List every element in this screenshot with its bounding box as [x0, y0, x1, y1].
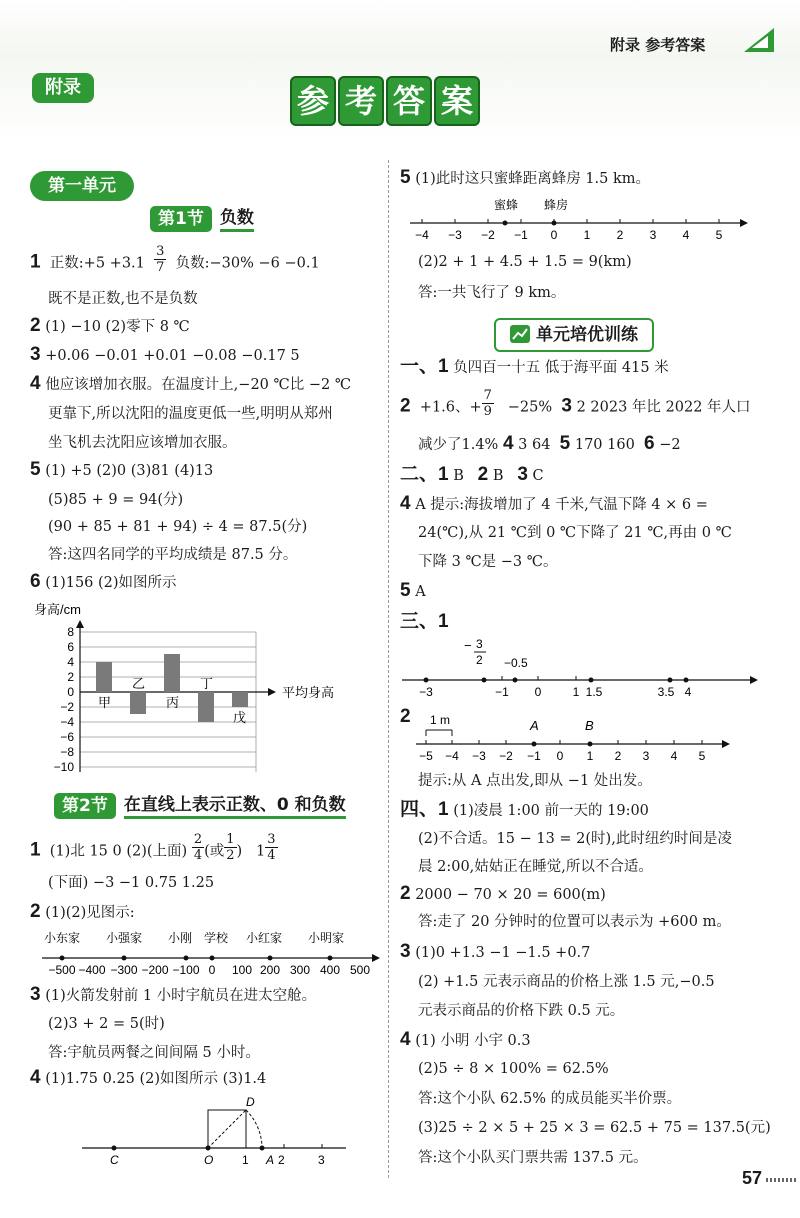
svg-text:−3: −3	[472, 749, 486, 763]
svg-text:−1: −1	[495, 685, 509, 699]
svg-text:−2: −2	[499, 749, 513, 763]
bar-label: 戊	[233, 710, 247, 725]
y-tick: 6	[67, 640, 74, 654]
avg-label: 平均身高	[282, 685, 335, 700]
svg-text:−2: −2	[481, 228, 495, 242]
svg-text:−0.5: −0.5	[504, 656, 528, 670]
s2-answer-2: 2 (1)(2)见图示:	[30, 901, 135, 922]
svg-text:1 m: 1 m	[430, 713, 451, 727]
svg-text:学校: 学校	[204, 931, 229, 945]
answer-l2: 2 (1) −10 (2)零下 8 ℃	[30, 315, 190, 336]
r-part2-1: 二、1 B 2 B 3 C	[400, 464, 544, 485]
answer-text: 答:这个小队买门票共需 137.5 元。	[418, 1150, 648, 1166]
svg-text:−1: −1	[514, 228, 528, 242]
svg-text:蜜蜂: 蜜蜂	[494, 198, 519, 212]
title-char: 参	[290, 76, 336, 126]
y-tick: −4	[60, 715, 74, 729]
svg-text:小红家: 小红家	[246, 931, 283, 945]
svg-text:1.5: 1.5	[585, 685, 603, 699]
svg-text:−4: −4	[445, 749, 459, 763]
svg-text:400: 400	[319, 963, 341, 977]
svg-text:−500: −500	[48, 963, 76, 977]
svg-text:500: 500	[349, 963, 371, 977]
svg-text:0: 0	[534, 685, 542, 699]
answer-text: (下面) −3 −1 0.75 1.25	[48, 875, 215, 891]
svg-text:300: 300	[289, 963, 311, 977]
bar-label: 丁	[200, 676, 214, 691]
title-char: 考	[338, 76, 384, 126]
y-tick: −10	[53, 760, 74, 774]
answer-text: 答:这四名同学的平均成绩是 87.5 分。	[48, 547, 298, 563]
s2-answer-3: 3 (1)火箭发射前 1 小时宇航员在进太空舱。	[30, 984, 317, 1005]
answer-text: 负数:−30% −6 −0.1	[175, 255, 320, 272]
answer-text: 更靠下,所以沈阳的温度更低一些,明明从郑州	[48, 406, 333, 422]
unit-badge: 第一单元	[30, 171, 134, 201]
appendix-badge: 附录	[32, 73, 94, 103]
svg-text:−1: −1	[527, 749, 541, 763]
section-title: 单元培优训练	[535, 325, 638, 345]
section-1-heading	[150, 206, 254, 232]
svg-text:2: 2	[278, 1153, 285, 1167]
answer-text: (2)3 + 2 = 5(时)	[48, 1016, 165, 1032]
svg-text:C: C	[110, 1153, 119, 1167]
section-title: 在直线上表示正数、0 和负数	[124, 794, 346, 819]
column-divider	[388, 160, 389, 1178]
number-line-part3-1	[396, 634, 760, 704]
answer-text: (2)5 ÷ 8 × 100% = 62.5%	[418, 1061, 609, 1077]
svg-text:小刚: 小刚	[168, 931, 193, 945]
answer-text: 正数:+5 +3.1	[49, 255, 145, 272]
answer-text: (2) +1.5 元表示商品的价格上涨 1.5 元,−0.5	[418, 974, 715, 990]
title-char: 答	[386, 76, 432, 126]
r-part3-1: 三、1	[400, 611, 449, 632]
y-tick: 2	[67, 670, 74, 684]
answer-l1	[30, 244, 320, 275]
bee-number-line	[404, 193, 750, 243]
svg-text:蜂房: 蜂房	[544, 198, 569, 212]
svg-text:−3: −3	[419, 685, 433, 699]
height-bar-chart	[30, 598, 380, 780]
number-line-part3-2	[410, 708, 750, 766]
triangle-ruler-icon	[742, 26, 776, 54]
r-answer-5: 5 (1)此时这只蜜蜂距离蜂房 1.5 km。	[400, 167, 651, 188]
svg-text:A: A	[530, 718, 539, 733]
answer-text: 下降 3 ℃是 −3 ℃。	[418, 554, 558, 570]
svg-text:−5: −5	[419, 749, 433, 763]
fraction: $\frac{3}{7}$	[156, 244, 165, 275]
answer-text: (5)85 + 9 = 94(分)	[48, 492, 184, 508]
section-tag: 第2节	[54, 793, 116, 819]
s2-answer-1: 1 (1)北 15 0 (2)(上面) $\frac{2}{4}$ (或 $\frac{1}{2}$ ) 1 $\frac{3}{4}$	[30, 832, 276, 863]
s2-answer-4: 4 (1)1.75 0.25 (2)如图所示 (3)1.4	[30, 1067, 267, 1088]
answer-text: (2)2 + 1 + 4.5 + 1.5 = 9(km)	[418, 254, 632, 270]
r-part1-1: 一、1 负四百一十五 低于海平面 415 米	[400, 356, 669, 377]
title-char: 案	[434, 76, 480, 126]
svg-text:1: 1	[583, 228, 591, 242]
svg-text:4: 4	[670, 749, 678, 763]
answer-l4: 4 他应该增加衣服。在温度计上,−20 ℃比 −2 ℃	[30, 373, 352, 394]
answer-text: (3)25 ÷ 2 × 5 + 25 × 3 = 62.5 + 75 = 137.5(元)	[418, 1120, 771, 1136]
svg-text:2: 2	[616, 228, 624, 242]
running-header: 附录 参考答案	[610, 36, 706, 54]
page-title	[290, 76, 482, 126]
svg-text:3: 3	[649, 228, 657, 242]
y-tick: −8	[60, 745, 74, 759]
answer-l6: 6 (1)156 (2)如图所示	[30, 571, 177, 592]
bar-label: 甲	[98, 695, 112, 710]
svg-text:−4: −4	[415, 228, 429, 242]
y-tick: 0	[67, 685, 74, 699]
svg-text:4: 4	[684, 685, 692, 699]
svg-text:O: O	[204, 1153, 214, 1167]
svg-text:1: 1	[586, 749, 594, 763]
svg-text:小东家: 小东家	[44, 931, 81, 945]
svg-text:A: A	[266, 1153, 275, 1167]
r-part2-4: 4 A 提示:海拔增加了 4 千米,气温下降 4 × 6 =	[400, 493, 708, 514]
svg-text:−200: −200	[141, 963, 169, 977]
bar-yi	[130, 692, 146, 714]
bar-ding	[198, 692, 214, 722]
unit-training-heading	[494, 318, 654, 352]
answer-l5: 5 (1) +5 (2)0 (3)81 (4)13	[30, 459, 214, 480]
svg-text:1: 1	[572, 685, 580, 699]
hint-text: 提示:从 A 点出发,即从 −1 处出发。	[418, 773, 652, 789]
answer-text: 元表示商品的价格下跌 0.5 元。	[418, 1003, 625, 1019]
answer-l3: 3 +0.06 −0.01 +0.01 −0.08 −0.17 5	[30, 344, 300, 365]
svg-text:2: 2	[614, 749, 622, 763]
answer-text: 24(℃),从 21 ℃到 0 ℃下降了 21 ℃,再由 0 ℃	[418, 525, 732, 541]
r-part1-2: 2 +1.6、+ $\frac{7}{9}$ −25% 3 2 2023 年比 2022 年人口	[400, 388, 751, 419]
bar-wu	[232, 692, 248, 707]
bar-jia	[96, 662, 112, 692]
answer-text: 答:这个小队 62.5% 的成员能买半价票。	[418, 1091, 682, 1107]
svg-text:1: 1	[242, 1153, 249, 1167]
answer-text: (2)不合适。15 − 13 = 2(时),此时纽约时间是凌	[418, 831, 732, 847]
svg-text:0: 0	[208, 963, 216, 977]
y-tick: 4	[67, 655, 74, 669]
y-tick: −2	[60, 700, 74, 714]
svg-text:0: 0	[550, 228, 558, 242]
svg-text:3: 3	[476, 637, 483, 651]
svg-text:小明家: 小明家	[308, 931, 345, 945]
r-part4-1: 四、1 (1)凌晨 1:00 前一天的 19:00	[400, 799, 649, 820]
svg-text:3: 3	[318, 1153, 325, 1167]
svg-text:−: −	[464, 638, 472, 653]
bar-bing	[164, 654, 180, 692]
svg-text:−300: −300	[110, 963, 138, 977]
y-tick: 8	[67, 625, 74, 639]
chart-trend-icon	[510, 325, 530, 343]
answer-text: 答:宇航员两餐之间间隔 5 小时。	[48, 1045, 260, 1061]
r-part4-4: 4 (1) 小明 小宇 0.3	[400, 1029, 531, 1050]
bar-label: 丙	[166, 695, 180, 710]
svg-text:3: 3	[642, 749, 650, 763]
y-axis-label: 身高/cm	[34, 602, 81, 617]
svg-text:小强家: 小强家	[106, 931, 143, 945]
section-tag: 第1节	[150, 206, 212, 232]
svg-text:−100: −100	[172, 963, 200, 977]
r-part1-cont: 减少了1.4% 4 3 64 5 170 160 6 −2	[418, 433, 681, 454]
bar-label: 乙	[132, 676, 146, 691]
answer-text: 答:一共飞行了 9 km。	[418, 285, 566, 301]
places-number-line	[36, 928, 382, 978]
svg-text:5: 5	[715, 228, 723, 242]
page-decoration	[766, 1178, 796, 1182]
square-diagonal-figure	[76, 1094, 376, 1168]
answer-text: 答:走了 20 分钟时的位置可以表示为 +600 m。	[418, 914, 731, 930]
svg-text:B: B	[585, 718, 594, 733]
svg-text:200: 200	[259, 963, 281, 977]
section-title: 负数	[220, 207, 254, 232]
page-number: 57	[742, 1168, 763, 1188]
answer-l1-cont: 既不是正数,也不是负数	[48, 291, 198, 307]
answer-text: (90 + 85 + 81 + 94) ÷ 4 = 87.5(分)	[48, 519, 308, 535]
r-part3-2: 2	[400, 706, 411, 727]
r-part4-3: 3 (1)0 +1.3 −1 −1.5 +0.7	[400, 941, 591, 962]
answer-text: 坐飞机去沈阳应该增加衣服。	[48, 435, 237, 451]
svg-text:100: 100	[231, 963, 253, 977]
r-part2-5: 5 A	[400, 580, 426, 601]
svg-text:4: 4	[682, 228, 690, 242]
svg-text:0: 0	[556, 749, 564, 763]
section-2-heading	[54, 793, 346, 819]
svg-text:2: 2	[476, 653, 483, 667]
r-part4-2: 2 2000 − 70 × 20 = 600(m)	[400, 883, 606, 904]
question-number: 1	[30, 251, 41, 273]
svg-text:5: 5	[698, 749, 706, 763]
answer-text: 晨 2:00,姑姑正在睡觉,所以不合适。	[418, 859, 653, 875]
y-tick: −6	[60, 730, 74, 744]
svg-text:D: D	[246, 1095, 255, 1109]
svg-text:3.5: 3.5	[657, 685, 675, 699]
svg-text:−3: −3	[448, 228, 462, 242]
svg-text:−400: −400	[78, 963, 106, 977]
